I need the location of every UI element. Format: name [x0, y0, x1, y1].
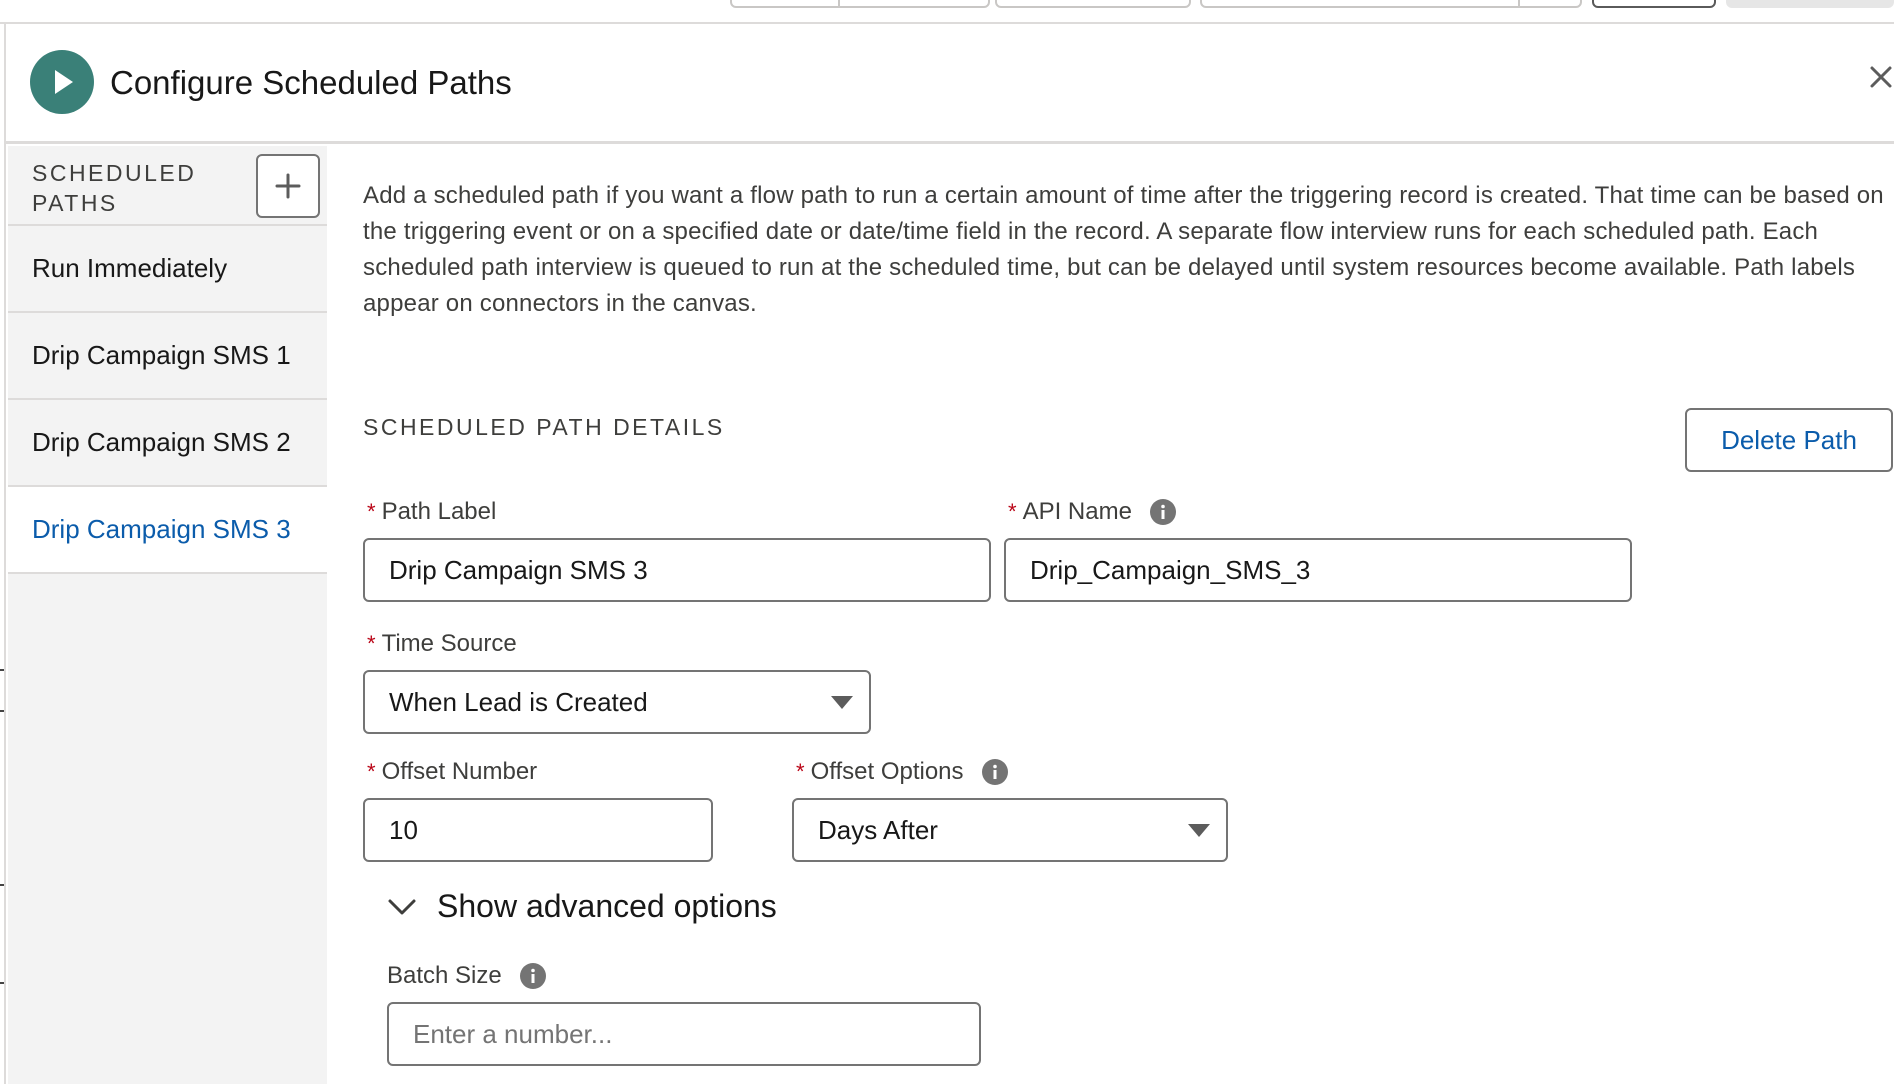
api-name-label	[1008, 498, 1176, 526]
play-icon	[30, 50, 94, 114]
background-button	[1726, 0, 1894, 8]
background-toolbar	[0, 0, 1894, 24]
add-path-button[interactable]	[256, 154, 320, 218]
sidebar-item-drip-campaign-sms-1[interactable]: Drip Campaign SMS 1	[8, 313, 327, 400]
background-divider	[1518, 0, 1520, 8]
offset-options-label	[796, 758, 1008, 786]
offset-number-input[interactable]: 10	[363, 798, 713, 862]
api-name-text: API Name	[1022, 498, 1132, 525]
configure-scheduled-paths-modal	[4, 24, 1894, 1084]
sidebar-header	[8, 146, 327, 226]
background-button	[995, 0, 1191, 8]
modal-header	[6, 24, 1894, 144]
required-marker: *	[367, 631, 376, 656]
sidebar-title: SCHEDULED PATHS	[32, 160, 197, 216]
scheduled-paths-sidebar	[8, 146, 327, 1084]
background-button	[1592, 0, 1716, 8]
offset-number-label	[367, 758, 537, 786]
path-label-input[interactable]: Drip Campaign SMS 3	[363, 538, 991, 602]
offset-number-text: Offset Number	[381, 758, 538, 785]
time-source-select[interactable]	[363, 670, 871, 734]
offset-options-text: Offset Options	[810, 758, 964, 785]
plus-icon	[258, 156, 318, 216]
info-icon[interactable]	[1150, 499, 1176, 525]
offset-options-value: Days After	[818, 814, 938, 845]
path-label-text: Path Label	[381, 498, 497, 525]
batch-size-label	[387, 962, 546, 990]
chevron-down-icon	[1188, 824, 1210, 837]
background-divider	[838, 0, 840, 8]
sidebar-item-drip-campaign-sms-2[interactable]: Drip Campaign SMS 2	[8, 400, 327, 487]
batch-size-input[interactable]: Enter a number...	[387, 1002, 981, 1066]
chevron-down-icon	[831, 696, 853, 709]
sidebar-item-drip-campaign-sms-3[interactable]: Drip Campaign SMS 3	[8, 487, 327, 574]
required-marker: *	[1008, 499, 1017, 524]
close-icon[interactable]	[1866, 62, 1894, 92]
background-button	[1200, 0, 1582, 8]
api-name-input[interactable]: Drip_Campaign_SMS_3	[1004, 538, 1632, 602]
required-marker: *	[367, 759, 376, 784]
section-title: SCHEDULED PATH DETAILS	[363, 414, 725, 440]
delete-path-button[interactable]: Delete Path	[1685, 408, 1893, 472]
scheduled-path-details	[327, 146, 1894, 1084]
offset-options-select[interactable]	[792, 798, 1228, 862]
required-marker: *	[796, 759, 805, 784]
path-label-label	[367, 498, 496, 526]
info-icon[interactable]	[982, 759, 1008, 785]
time-source-label	[367, 630, 517, 658]
required-marker: *	[367, 499, 376, 524]
time-source-text: Time Source	[381, 630, 517, 657]
advanced-options-label: Show advanced options	[437, 888, 777, 924]
background-button	[730, 0, 990, 8]
info-icon[interactable]	[520, 963, 546, 989]
batch-size-text: Batch Size	[387, 962, 502, 989]
modal-title: Configure Scheduled Paths	[110, 64, 512, 101]
show-advanced-options-toggle[interactable]	[387, 888, 777, 925]
time-source-value: When Lead is Created	[389, 686, 648, 717]
sidebar-item-run-immediately[interactable]: Run Immediately	[8, 226, 327, 313]
description-text: Add a scheduled path if you want a flow path to run a certain amount of time after the triggering record is created. That time can be based on the triggering event or on a specified date or date/time field in the record. A separate flow interview runs for each scheduled path. Each scheduled path interview is queued to run at the scheduled time, but can be delayed until system resources become available. Path labels appear on connectors in the canvas.	[363, 182, 1884, 317]
chevron-down-icon	[387, 897, 417, 917]
